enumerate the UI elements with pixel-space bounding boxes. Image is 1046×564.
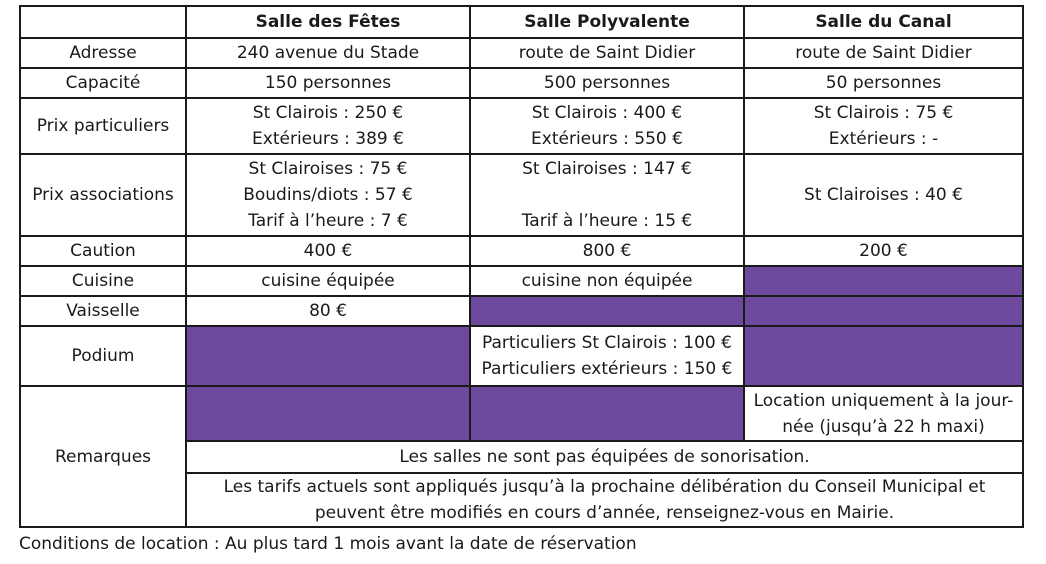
price-line: Particuliers St Clairois : 100 € — [482, 333, 732, 353]
table-row-podium — [20, 326, 1023, 386]
price-line: Extérieurs : - — [828, 129, 939, 149]
price-line: Extérieurs : 550 € — [531, 129, 683, 149]
header-salle-des-fetes: Salle des Fêtes — [186, 6, 470, 38]
price-line: St Clairoises : 75 € — [248, 159, 408, 179]
remark-tarifs — [186, 473, 1023, 527]
row-label-capacite: Capacité — [20, 68, 186, 98]
row-label-prix-associations: Prix associations — [20, 154, 186, 236]
cell-unavailable — [186, 386, 470, 441]
row-label-cuisine: Cuisine — [20, 266, 186, 296]
remark-line: Les tarifs actuels sont appliqués jusqu’à la prochaine délibération du Conseil Municipal et — [223, 477, 986, 497]
table-row-prix-associations — [20, 154, 1023, 236]
conditions-note: Conditions de location : Au plus tard 1 mois avant la date de réservation — [19, 534, 637, 554]
table-row-adresse — [20, 38, 1023, 68]
price-line: Particuliers extérieurs : 150 € — [481, 359, 733, 379]
row-label-adresse: Adresse — [20, 38, 186, 68]
cell-prix-particuliers-polyvalente — [470, 98, 744, 154]
cell-unavailable — [744, 296, 1023, 326]
cell-cuisine-fetes: cuisine équipée — [186, 266, 470, 296]
rates-table — [19, 5, 1024, 528]
cell-remarques-canal — [744, 386, 1023, 441]
cell-capacite-fetes: 150 personnes — [186, 68, 470, 98]
row-label-prix-particuliers: Prix particuliers — [20, 98, 186, 154]
cell-adresse-polyvalente: route de Saint Didier — [470, 38, 744, 68]
cell-vaisselle-fetes: 80 € — [186, 296, 470, 326]
price-line: St Clairoises : 147 € — [522, 159, 692, 179]
row-label-caution: Caution — [20, 236, 186, 266]
remark-sonorisation: Les salles ne sont pas équipées de sonorisation. — [186, 441, 1023, 473]
row-label-remarques: Remarques — [20, 386, 186, 527]
cell-unavailable — [470, 296, 744, 326]
price-line: St Clairois : 250 € — [252, 103, 404, 123]
header-salle-du-canal: Salle du Canal — [744, 6, 1023, 38]
cell-unavailable — [744, 266, 1023, 296]
cell-cuisine-polyvalente: cuisine non équipée — [470, 266, 744, 296]
table-row-remarques — [20, 386, 1023, 441]
table-row-capacite — [20, 68, 1023, 98]
blank-line — [475, 182, 739, 208]
price-line: Tarif à l’heure : 7 € — [248, 211, 408, 231]
table-row-vaisselle — [20, 296, 1023, 326]
remark-line: Location uniquement à la jour- — [753, 390, 1014, 411]
cell-capacite-canal: 50 personnes — [744, 68, 1023, 98]
row-label-vaisselle: Vaisselle — [20, 296, 186, 326]
cell-caution-fetes: 400 € — [186, 236, 470, 266]
row-label-podium: Podium — [20, 326, 186, 386]
cell-unavailable — [470, 386, 744, 441]
table-row-prix-particuliers — [20, 98, 1023, 154]
cell-caution-canal: 200 € — [744, 236, 1023, 266]
cell-adresse-fetes: 240 avenue du Stade — [186, 38, 470, 68]
cell-unavailable — [744, 326, 1023, 386]
corner-cell — [20, 6, 186, 38]
price-line: Extérieurs : 389 € — [252, 129, 404, 149]
cell-prix-associations-polyvalente — [470, 154, 744, 236]
price-line: St Clairoises : 40 € — [804, 185, 963, 205]
cell-caution-polyvalente: 800 € — [470, 236, 744, 266]
cell-podium-polyvalente — [470, 326, 744, 386]
cell-prix-particuliers-fetes — [186, 98, 470, 154]
cell-unavailable — [186, 326, 470, 386]
header-row — [20, 6, 1023, 38]
price-line: St Clairois : 400 € — [531, 103, 683, 123]
cell-prix-associations-fetes — [186, 154, 470, 236]
cell-prix-associations-canal — [744, 154, 1023, 236]
price-line: Boudins/diots : 57 € — [243, 185, 413, 205]
table-row-cuisine — [20, 266, 1023, 296]
header-salle-polyvalente: Salle Polyvalente — [470, 6, 744, 38]
cell-prix-particuliers-canal — [744, 98, 1023, 154]
remark-line: peuvent être modifiés en cours d’année, renseignez-vous en Mairie. — [314, 503, 895, 523]
price-line: St Clairois : 75 € — [813, 103, 954, 123]
cell-adresse-canal: route de Saint Didier — [744, 38, 1023, 68]
price-line: Tarif à l’heure : 15 € — [521, 211, 693, 231]
table-row-caution — [20, 236, 1023, 266]
remark-line: née (jusqu’à 22 h maxi) — [782, 416, 985, 437]
cell-capacite-polyvalente: 500 personnes — [470, 68, 744, 98]
